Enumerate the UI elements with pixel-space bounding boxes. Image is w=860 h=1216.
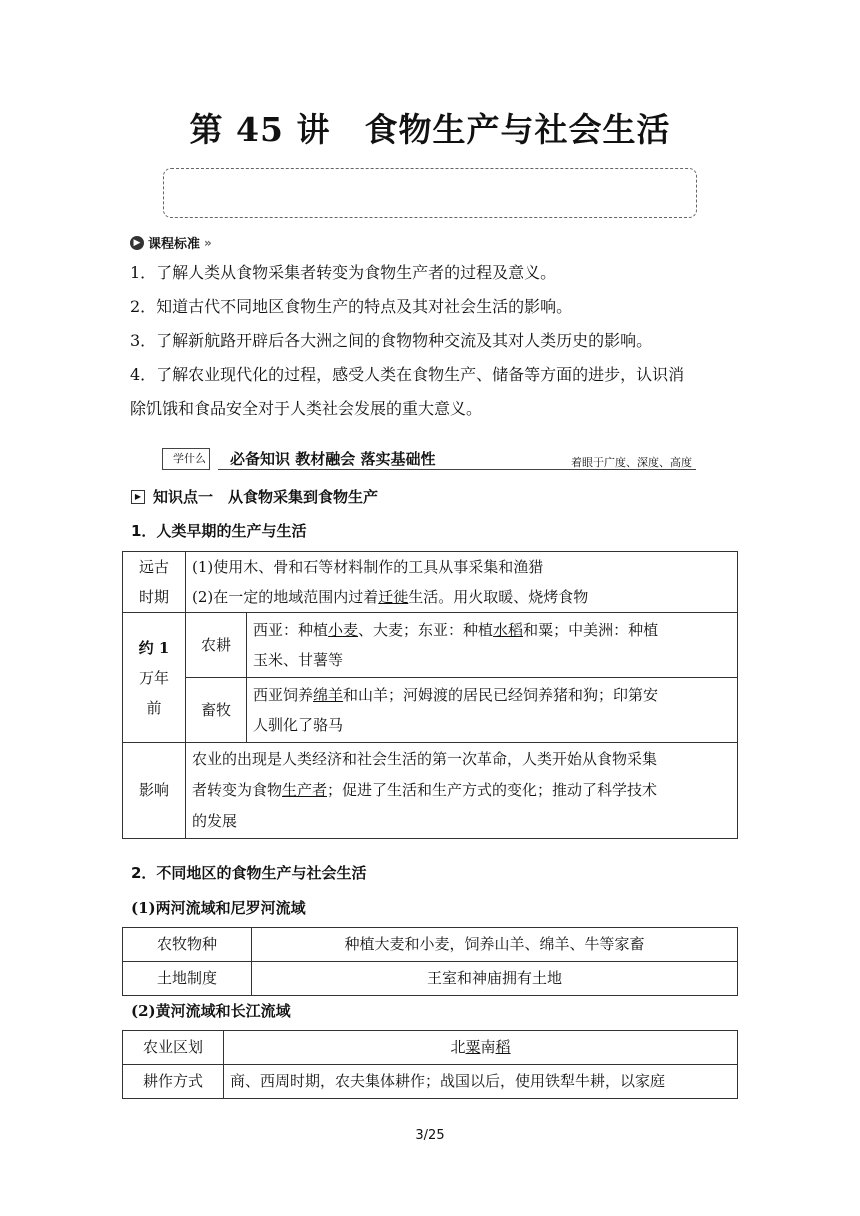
table-cell-value: 农业的出现是人类经济和社会生活的第一次革命，人类开始从食物采集 者转变为食物生产者；促进了生活和生产方式的变化；推动了科学技术 的发展 xyxy=(186,743,738,839)
table-cell-value: 商、西周时期，农夫集体耕作；战国以后，使用铁犁牛耕，以家庭 xyxy=(224,1065,738,1099)
banner-title: 必备知识 教材融会 落实基础性 xyxy=(230,450,436,468)
standard-item-3: 3．了解新航路开辟后各大洲之间的食物物种交流及其对人类历史的影响。 xyxy=(130,331,653,350)
triangle-box-icon: ▶ xyxy=(131,490,145,504)
course-standard-label: 课程标准 xyxy=(148,237,201,252)
table-cell-value: 王室和神庙拥有土地 xyxy=(252,962,738,996)
yellow-yangtze-table xyxy=(122,1030,738,1099)
table-cell-label: 约 1 万年 前 xyxy=(123,613,186,743)
table-row xyxy=(123,1031,738,1065)
table-cell-label: 土地制度 xyxy=(123,962,252,996)
table-cell-label: 影响 xyxy=(123,743,186,839)
section-banner xyxy=(162,446,696,472)
banner-logo: 学什么 xyxy=(162,448,210,470)
dashed-placeholder-box xyxy=(163,168,697,218)
subsection-2-title: (2)黄河流域和长江流域 xyxy=(131,1002,291,1020)
knowledge-point-heading xyxy=(131,486,378,507)
table-cell-label: 农牧物种 xyxy=(123,928,252,962)
section-2-title: 2．不同地区的食物生产与社会生活 xyxy=(131,864,367,882)
course-standard-heading xyxy=(130,233,212,252)
page-title: 第 45 讲 食物生产与社会生活 xyxy=(189,110,671,149)
table-cell-label: 远古 时期 xyxy=(123,552,186,613)
table-cell-value: 种植大麦和小麦，饲养山羊、绵羊、牛等家畜 xyxy=(252,928,738,962)
table-row xyxy=(123,678,738,743)
standard-item-4-cont: 除饥饿和食品安全对于人类社会发展的重大意义。 xyxy=(130,399,483,418)
double-chevron-icon: » xyxy=(204,235,212,250)
page-number: 3/25 xyxy=(415,1128,445,1143)
table-cell-label: 耕作方式 xyxy=(123,1065,224,1099)
early-life-table xyxy=(122,551,738,839)
table-row xyxy=(123,552,738,613)
table-row xyxy=(123,613,738,678)
table-row xyxy=(123,962,738,996)
banner-divider xyxy=(218,469,696,470)
table-cell-value: 北粟南稻 xyxy=(224,1031,738,1065)
table-cell-value: 西亚饲养绵羊和山羊；河姆渡的居民已经饲养猪和狗；印第安 人驯化了骆马 xyxy=(247,678,738,743)
table-row xyxy=(123,1065,738,1099)
standard-item-1: 1．了解人类从食物采集者转变为食物生产者的过程及意义。 xyxy=(130,263,557,282)
table-row xyxy=(123,928,738,962)
table-cell-value: 西亚：种植小麦、大麦；东亚：种植水稻和粟；中美洲：种植 玉米、甘薯等 xyxy=(247,613,738,678)
standard-item-2: 2．知道古代不同地区食物生产的特点及其对社会生活的影响。 xyxy=(130,297,573,316)
table-cell-sublabel: 农耕 xyxy=(186,613,247,678)
table-cell-sublabel: 畜牧 xyxy=(186,678,247,743)
knowledge-point-title: 知识点一 从食物采集到食物生产 xyxy=(153,488,379,506)
table-cell-label: 农业区划 xyxy=(123,1031,224,1065)
banner-subtitle: 着眼于广度、深度、高度 xyxy=(571,456,692,469)
table-cell-value: (1)使用木、骨和石等材料制作的工具从事采集和渔猎 (2)在一定的地域范围内过着迁徙生活。用火取暖、烧烤食物 xyxy=(186,552,738,613)
play-circle-icon: ▶ xyxy=(130,236,144,250)
section-1-title: 1．人类早期的生产与生活 xyxy=(131,522,307,540)
mesopotamia-nile-table xyxy=(122,927,738,996)
subsection-1-title: (1)两河流域和尼罗河流域 xyxy=(131,899,306,917)
table-row xyxy=(123,743,738,839)
standard-item-4: 4．了解农业现代化的过程，感受人类在食物生产、储备等方面的进步，认识消 xyxy=(130,365,685,384)
